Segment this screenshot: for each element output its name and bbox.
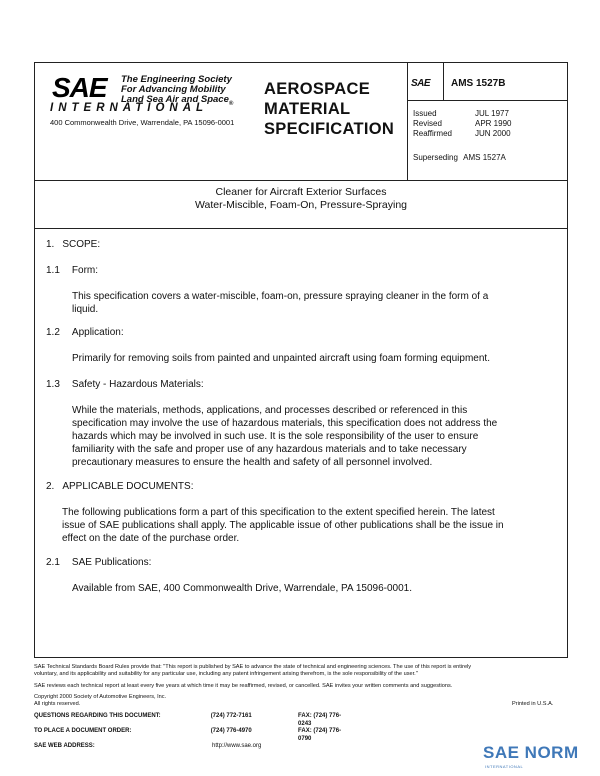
section-1-2-heading: 1.2 Application: xyxy=(46,327,124,338)
sae-norm-watermark xyxy=(483,741,593,771)
doc-type-line-2: MATERIAL xyxy=(264,100,351,118)
copyright: Copyright 2000 Society of Automotive Engineers, Inc. All rights reserved. xyxy=(34,694,167,707)
contact-row-questions: QUESTIONS REGARDING THIS DOCUMENT: (724) 772-7161 FAX: (724) 776-0243 xyxy=(34,713,342,727)
printed-in: Printed in U.S.A. xyxy=(512,701,554,707)
sae-logo xyxy=(52,74,107,102)
spec-box-divider xyxy=(443,62,444,100)
title-line-2: Water-Miscible, Foam-On, Pressure-Spraying xyxy=(195,199,407,211)
section-1-3-heading: 1.3 Safety - Hazardous Materials: xyxy=(46,379,204,390)
watermark-subtext: INTERNATIONAL xyxy=(485,764,524,769)
date-row-reaffirmed: Reaffirmed JUN 2000 xyxy=(413,129,511,138)
document-type xyxy=(264,79,394,139)
section-2-heading: 2. APPLICABLE DOCUMENTS: xyxy=(46,481,194,492)
spec-number: AMS 1527B xyxy=(451,78,506,89)
section-1-1-heading: 1.1 Form: xyxy=(46,265,99,276)
section-1-2-text: Primarily for removing soils from painted and unpainted aircraft using foam forming equipment. xyxy=(72,353,490,364)
section-2-1-text: Available from SAE, 400 Commonwealth Drive, Warrendale, PA 15096-0001. xyxy=(72,583,412,594)
doc-type-line-3: SPECIFICATION xyxy=(264,120,395,138)
review-notice: SAE reviews each technical report at least every five years at which time it may be reaffirmed, revised, or cancelled. SAE invites your written comments and suggestions. xyxy=(34,683,453,689)
section-1-3-text: While the materials, methods, applications, and processes described or referenced in this specification may involve the use of hazardous materials, this specification does not address the hazards which may be involved in such use. It is the sole responsibility of the user to ensure familiarity with the safe and proper use of any hazardous materials and to take necessary precautionary measures to ensure the health and safety of all personnel involved. xyxy=(72,405,498,468)
watermark-text: SAE NORM xyxy=(483,743,579,762)
title-line-1: Cleaner for Aircraft Exterior Surfaces xyxy=(215,186,387,198)
header-column-divider xyxy=(407,62,408,180)
contact-table xyxy=(34,713,354,751)
section-1-heading: 1. SCOPE: xyxy=(46,239,101,250)
international-label: INTERNATIONAL xyxy=(50,102,209,114)
sae-address: 400 Commonwealth Drive, Warrendale, PA 15096-0001 xyxy=(50,118,235,127)
tagline-line-3: Land Sea Air and Space$_®$ xyxy=(121,94,234,107)
sae-logo-text: SAE xyxy=(52,72,107,103)
section-1-1-text: This specification covers a water-miscible, foam-on, pressure spraying cleaner in the form of a liquid. xyxy=(72,291,489,315)
title-divider xyxy=(34,228,568,229)
contact-row-web: SAE WEB ADDRESS: http://www.sae.org xyxy=(34,743,354,751)
section-2-1-heading: 2.1 SAE Publications: xyxy=(46,557,152,568)
header-divider xyxy=(34,180,568,181)
contact-row-order: TO PLACE A DOCUMENT ORDER: (724) 776-4970 FAX: (724) 776-0790 xyxy=(34,728,342,742)
tagline-line-1: The Engineering Society xyxy=(121,74,232,85)
sae-mini-logo: SAE xyxy=(411,78,431,89)
document-title xyxy=(34,186,568,212)
date-row-issued: Issued JUL 1977 xyxy=(413,109,509,118)
superseding: Superseding AMS 1527A xyxy=(413,153,506,162)
standards-board-rules: SAE Technical Standards Board Rules provide that: "This report is published by SAE to advance the state of technical and engineering sciences. The use of this report is entirely voluntary, and its applicability and suitability for any particular use, including any patent infringement arising therefrom, is the sole responsibility of the user." xyxy=(34,664,472,677)
spec-box-bottom xyxy=(407,100,568,101)
web-address-link[interactable]: http://www.sae.org xyxy=(212,743,262,749)
section-2-text: The following publications form a part of this specification to the extent specified herein. The latest issue of SAE publications shall apply. The applicable issue of other publications shall be the issue in effect on the date of the purchase order. xyxy=(62,507,504,544)
revision-dates xyxy=(413,109,563,139)
date-row-revised: Revised APR 1990 xyxy=(413,119,512,128)
tagline-line-2: For Advancing Mobility xyxy=(121,84,226,95)
doc-type-line-1: AEROSPACE xyxy=(264,80,370,98)
